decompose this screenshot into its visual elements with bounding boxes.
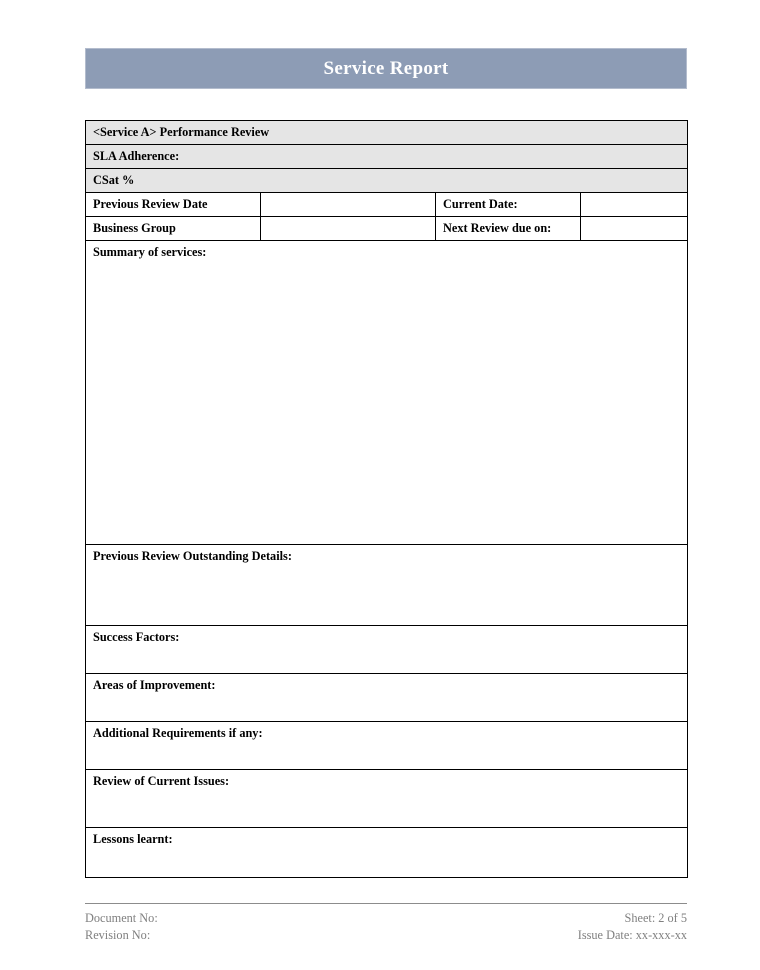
footer-right-block (578, 910, 687, 945)
next-review-due-on-label: Next Review due on: (436, 217, 581, 241)
service-report-form-table (85, 120, 688, 878)
table-row (86, 121, 688, 145)
review-of-current-issues-section[interactable]: Review of Current Issues: (86, 770, 688, 828)
document-no-label: Document No: (85, 911, 158, 925)
service-performance-review-label: <Service A> Performance Review (86, 121, 688, 145)
issue-date: Issue Date: xx-xxx-xx (577, 928, 687, 943)
business-group-label: Business Group (86, 217, 261, 241)
table-row (86, 722, 688, 770)
csat-percent-label: CSat % (86, 169, 688, 193)
page-footer (85, 903, 687, 945)
success-factors-section[interactable]: Success Factors: (86, 626, 688, 674)
business-group-field[interactable] (261, 217, 436, 241)
current-date-label: Current Date: (436, 193, 581, 217)
footer-left-block (85, 910, 158, 945)
current-date-field[interactable] (581, 193, 688, 217)
previous-review-date-field[interactable] (261, 193, 436, 217)
table-row (86, 770, 688, 828)
lessons-learnt-section[interactable]: Lessons learnt: (86, 828, 688, 878)
report-title-banner (85, 48, 687, 89)
table-row (86, 241, 688, 545)
previous-review-outstanding-details-section[interactable]: Previous Review Outstanding Details: (86, 545, 688, 626)
table-row (86, 217, 688, 241)
next-review-due-on-field[interactable] (581, 217, 688, 241)
table-row (86, 169, 688, 193)
table-row (86, 193, 688, 217)
sla-adherence-label: SLA Adherence: (86, 145, 688, 169)
table-row (86, 828, 688, 878)
table-row (86, 626, 688, 674)
table-row (86, 545, 688, 626)
table-row (86, 674, 688, 722)
sheet-number: Sheet: 2 of 5 (624, 911, 687, 925)
areas-of-improvement-section[interactable]: Areas of Improvement: (86, 674, 688, 722)
revision-no-label: Revision No: (85, 928, 151, 943)
additional-requirements-section[interactable]: Additional Requirements if any: (86, 722, 688, 770)
page-title: Service Report (323, 57, 449, 79)
previous-review-date-label: Previous Review Date (86, 193, 261, 217)
summary-of-services-section[interactable]: Summary of services: (86, 241, 688, 545)
table-row (86, 145, 688, 169)
